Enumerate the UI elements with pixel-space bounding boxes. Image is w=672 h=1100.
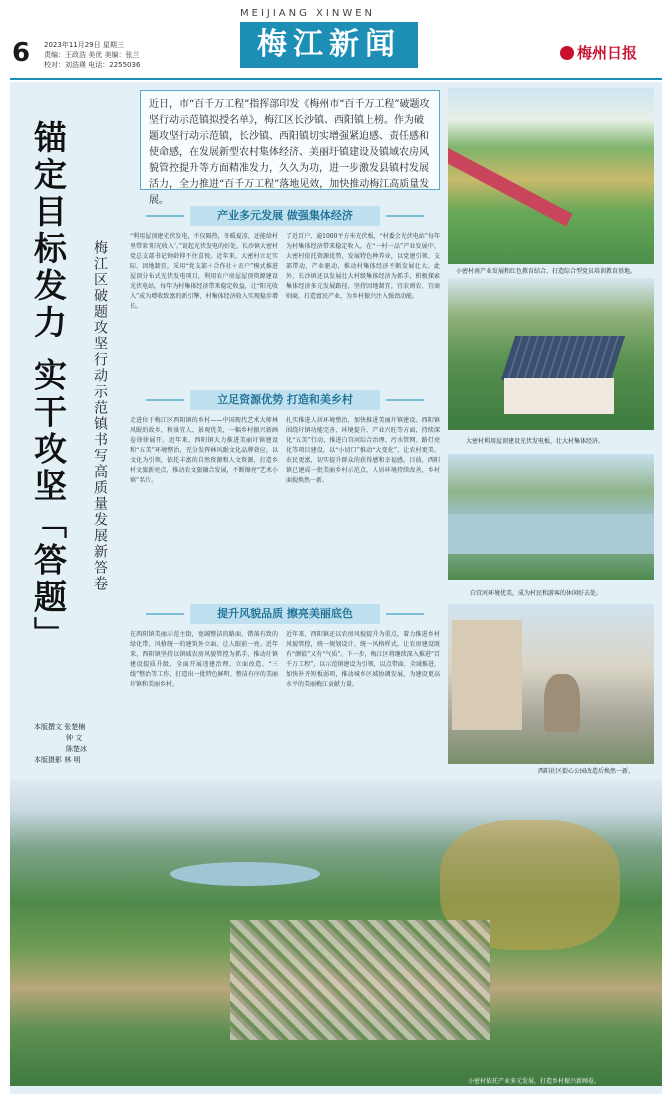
brand-logo-icon (560, 46, 574, 60)
sub-headline: 梅江区破题攻坚行动示范镇书写高质量发展新答卷 (92, 240, 108, 592)
photo-caption: 小密村依托产业多元发展，打造乡村振兴新画卷。 (468, 1078, 601, 1085)
section-heading-1: 产业多元发展 做强集体经济 (190, 206, 380, 226)
photo-river-terraces (448, 454, 654, 580)
page-header (0, 0, 672, 80)
river-water (448, 514, 654, 554)
photo-aerial-village (10, 780, 662, 1086)
section-pinyin: MEIJIANG XINWEN (240, 8, 376, 19)
newspaper-brand (560, 42, 637, 63)
section-heading-2: 立足资源优势 打造和美乡村 (190, 390, 380, 410)
section-3-col-1: 在西阳镇美丽示范主街，宽阔整洁的路面、错落有致的绿化带、风格统一的建筑外立面，让人眼前一亮。近年来，西阳镇坚持以镇域农房风貌管控为抓手，推动圩镇建设提质升级，全面开展违建治理、立面改造、“三线”整治等工作，打造出一批特色鲜明、整洁有序的美丽圩镇和美丽乡村。 (130, 631, 278, 688)
header-meta (44, 40, 140, 70)
running-track (448, 144, 573, 227)
photo-solar-roof-village (448, 278, 654, 430)
village-house (504, 378, 614, 414)
brand-name: 梅州日报 (577, 44, 638, 62)
editor-line: 责编：王政浩 美优 美编：张兰 (44, 51, 140, 59)
intro-box: 近日，市“百千万工程”指挥部印发《梅州市“百千万工程”破题攻坚行动示范镇拟授名单》，梅江区长沙镇、西阳镇上榜。作为破题攻坚行动示范镇，长沙镇、西阳镇切实增强紧迫感、责任感和使命感，在发展新型农村集体经济、美丽圩镇建设及镇域农房风貌管控提升等方面精准发力，久久为功，进一步激发县镇村发展活力，全力推进“百千万工程”落地见效，加快推动梅江高质量发展。 (140, 90, 440, 190)
solar-panel-roof (501, 336, 625, 380)
credit-line: 陈楚冰 (66, 745, 87, 753)
photo-caption: 白宫河环境优美，成为村民和游客的休闲好去处。 (470, 590, 603, 597)
section-masthead: 梅江新闻 (240, 22, 418, 68)
photo-caption: 大密村利用屋顶建设光伏发电板，壮大村集体经济。 (466, 438, 605, 445)
date-line: 2023年11月29日 星期三 (44, 41, 124, 49)
village-houses (230, 920, 490, 1040)
credit-line: 钟 文 (66, 734, 83, 742)
photo-town-square (448, 604, 654, 764)
credit-line: 本版摄影 林 明 (34, 756, 81, 764)
section-heading-3: 提升风貌品质 擦亮美丽底色 (190, 604, 380, 624)
credits (34, 722, 114, 766)
section-1-col-1: “利用屋顶建光伏发电，不仅隔热，冬暖夏凉，还能给村里带来‘阳光收入’。”说起光伏发电的好处，长沙镇大密村党总支部书记钟龄抑不住喜悦。近年来，大密村立足实际，因地制宜，采用“党支部＋合作社＋农户”模式推进屋顶分布式光伏发电项目，利用农户房屋屋顶资源建设光伏电站，每年为村集体经济带来稳定收益，让“阳光收入”成为增收致富的新引擎，村集体经济收入实现稳步增长。 (130, 233, 278, 310)
photo-caption: 小密村南产业发展和红色教育结合，打造综合型党员培训教育基地。 (456, 268, 637, 275)
section-3-col-2: 近年来，西阳镇还以农房风貌提升为重点，着力推进乡村风貌管控，统一规划设计、统一风格样式，让农房建设既有“颜值”又有“气质”。下一步，梅江区将继续深入推进“百千万工程”，以示范镇建设为引领，以点带面、全域推进，加快补齐短板弱项，推动城乡区域协调发展，为建设更高水平的美丽梅江贡献力量。 (286, 631, 440, 688)
credit-line: 本版撰文 张楚楠 (34, 723, 86, 731)
header-rule (10, 78, 662, 80)
section-2-col-1: 走进位于梅江区西阳镇的乡村——中国现代艺术大师林风眠的故乡，秋景宜人、景观优美，一幅乡村振兴新画卷徐徐展开。近年来，西阳镇大力推进美丽圩镇建设和“五美”环境整治，充分发挥林风眠文化品牌效应，以文化为引领，依托丰富的自然资源和人文资源，打造乡村文旅新亮点，推动农文旅融合发展，不断擦亮“艺术小镇”名片。 (130, 417, 278, 484)
proof-line: 校对：刘浩瑛 电话：2255036 (44, 61, 141, 69)
section-2-col-2: 扎实推进人居环境整治，加快推进美丽圩镇建设。西阳镇围绕圩镇功能完善、环境提升、产业兴旺等方面，持续深化“五美”行动，推进白宫河综合治理、污水管网、路灯亮化等项目建设，以“小切口”推动“大变化”，让农村更美、农民更富，切实提升群众的获得感和幸福感。目前，西阳镇已建成一批美丽乡村示范点，人居环境持续改善，乡村面貌焕然一新。 (286, 417, 440, 484)
photo-caption: 西阳社区街心公园改造后焕然一新。 (538, 768, 635, 775)
mountain-lake (170, 862, 320, 886)
section-1-col-2: 了近百户、逾1000平方米光伏板，“村委会光伏电站”每年为村集体经济带来稳定收入。在“一村一品”产业发展中，大密村依托资源优势，发展特色种养业，以党建引领、支部带动、产业驱动，推动村集体经济不断发展壮大。此外，长沙镇还以发展壮大村级集体经济为抓手，积极探索集体经济多元发展路径，坚持因地制宜，宜农则农、宜商则商，打造富民产业，为乡村振兴注入强劲动能。 (286, 233, 440, 300)
page-number: 6 (12, 38, 31, 68)
street-building (452, 620, 522, 730)
main-headline: 锚定目标发力 实干攻坚「答题」 (29, 120, 68, 654)
square-sculpture (544, 674, 580, 732)
photo-sports-field (448, 88, 654, 264)
